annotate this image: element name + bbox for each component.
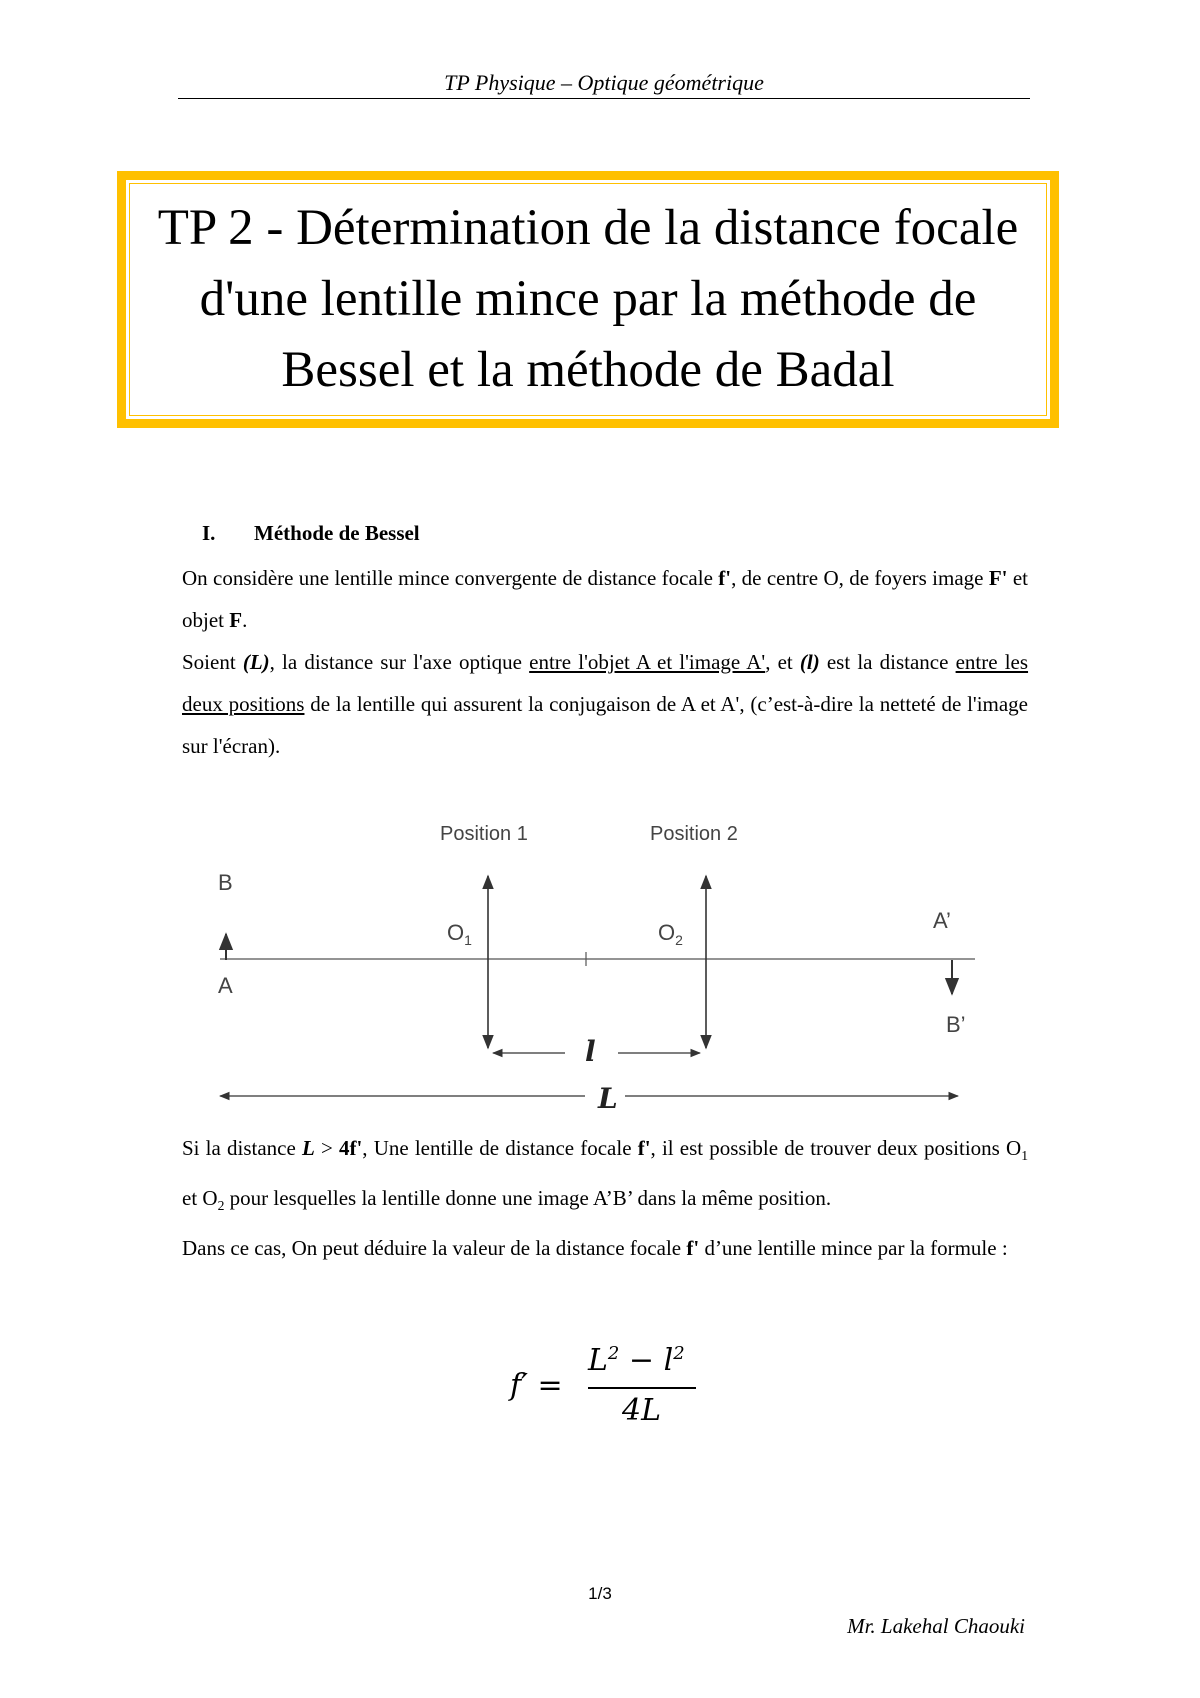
conditions-text bbox=[182, 1127, 1028, 1269]
focal-length-formula bbox=[500, 1335, 700, 1445]
page-number: 1/3 bbox=[588, 1584, 612, 1603]
formula-lhs: f′ = bbox=[510, 1368, 563, 1403]
label-A-prime: A’ bbox=[933, 908, 951, 933]
paragraph-2: Soient (L), la distance sur l'axe optique entre l'objet A et l'image A', et (l) est la distance entre les deux positions de la lentille qui assurent la conjugaison de A et A', (c’est-à-dire la netteté de l'image sur l'écran). bbox=[182, 650, 1029, 758]
label-B: B bbox=[218, 870, 233, 895]
paragraph-4: Dans ce cas, On peut déduire la valeur de la distance focale f' d’une lentille mince par la formule : bbox=[182, 1236, 1008, 1261]
label-O2: $O_2$ bbox=[658, 920, 683, 948]
paragraph-3: Si la distance L > 4f', Une lentille de distance focale f', il est possible de trouver deux positions $O_1$ et $O_2$ pour lesquelles la lentille donne une image A’B’ dans la même position. bbox=[182, 1136, 1029, 1214]
section-heading bbox=[202, 521, 420, 546]
formula-denominator: 4L bbox=[622, 1393, 662, 1428]
formula-numerator: $L^2 - l^2$ bbox=[588, 1343, 685, 1378]
label-L: L bbox=[598, 1082, 618, 1110]
title-box bbox=[117, 171, 1059, 428]
section-title: Méthode de Bessel bbox=[254, 521, 420, 545]
label-B-prime: B’ bbox=[946, 1012, 966, 1037]
label-A: A bbox=[218, 973, 233, 998]
bessel-diagram bbox=[200, 810, 1000, 1110]
fraction-bar bbox=[588, 1387, 696, 1389]
position-1-label: Position 1 bbox=[440, 823, 528, 845]
author: Mr. Lakehal Chaouki bbox=[847, 1614, 1025, 1638]
position-2-label: Position 2 bbox=[650, 823, 738, 845]
label-O1: $O_1$ bbox=[447, 920, 472, 948]
section-number: I. bbox=[202, 521, 216, 545]
paragraph-1: On considère une lentille mince convergente de distance focale f', de centre O, de foyers image F' et objet F. bbox=[182, 566, 1028, 632]
document-title: TP 2 - Détermination de la distance focale d'une lentille mince par la méthode de Bessel et la méthode de Badal bbox=[157, 200, 1019, 398]
label-l: l bbox=[585, 1035, 596, 1068]
intro-text bbox=[182, 557, 1028, 767]
page-header: TP Physique – Optique géométrique bbox=[178, 70, 1030, 99]
